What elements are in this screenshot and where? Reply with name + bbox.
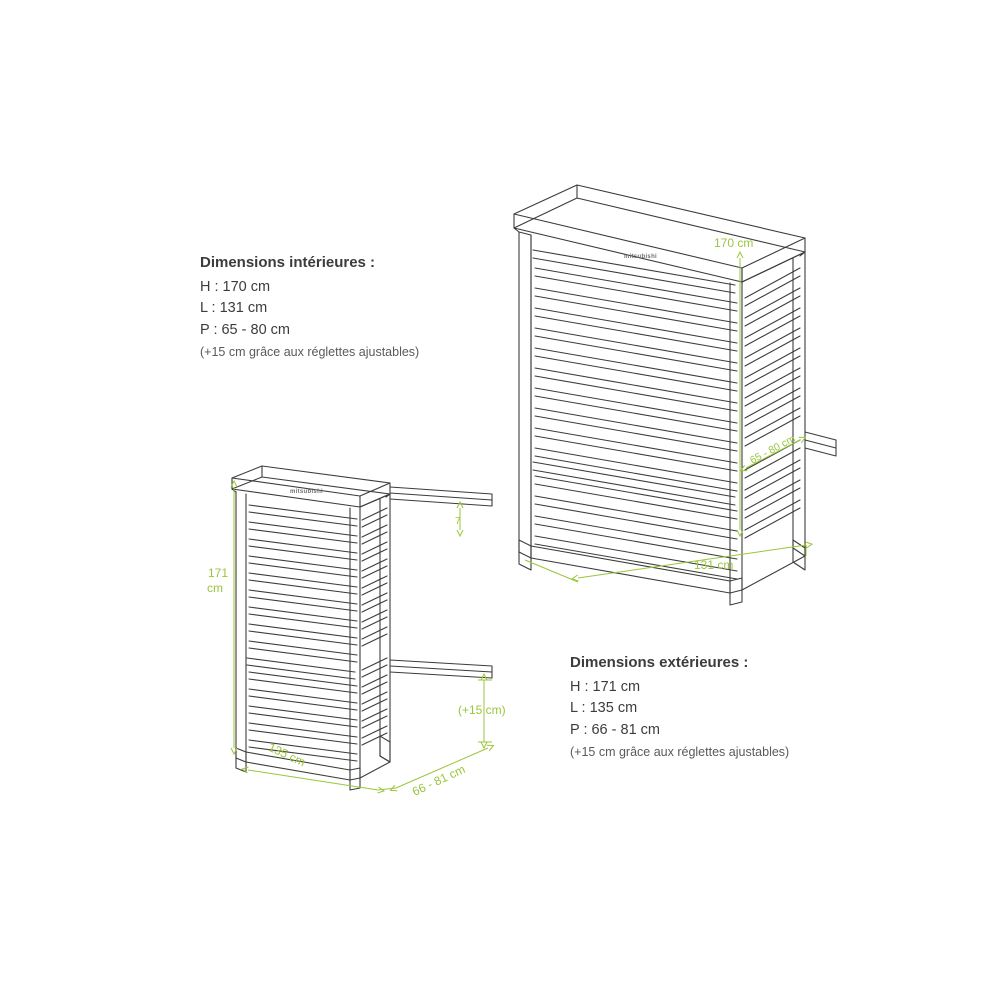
upper-unit-drawing: [514, 185, 836, 605]
upper-unit-dimensions: [525, 258, 806, 582]
spec-exterior-note: (+15 cm grâce aux réglettes ajustables): [570, 744, 790, 759]
dim-label-lower-width: 135 cm: [266, 740, 308, 770]
spec-interior-depth: P : 65 - 80 cm: [200, 322, 290, 338]
spec-block-interior: [200, 252, 419, 362]
dim-label-lower-height-2: cm: [207, 581, 223, 595]
spec-interior-title: Dimensions intérieures :: [200, 254, 376, 271]
spec-exterior-width: L : 135 cm: [570, 700, 638, 717]
dim-label-lower-extension: (+15 cm): [458, 703, 506, 717]
dim-label-lower-depth: 66 - 81 cm: [410, 762, 468, 799]
dim-label-upper-width: 131 cm: [694, 558, 734, 572]
spec-block-exterior: [570, 652, 789, 762]
dim-label-lower-extension-top: 7: [455, 515, 461, 527]
spec-exterior-title: Dimensions extérieures :: [570, 654, 749, 671]
spec-interior-height: H : 170 cm: [200, 278, 271, 295]
spec-exterior-height: H : 171 cm: [570, 678, 641, 695]
dim-label-upper-depth: 65 - 80 cm: [748, 432, 798, 467]
dim-label-lower-height-1: 171: [208, 566, 229, 580]
brand-logo-lower: mitsubishi: [290, 489, 324, 495]
spec-exterior-depth: P : 66 - 81 cm: [570, 722, 660, 738]
brand-logo-upper: mitsubishi: [624, 254, 658, 260]
spec-interior-note: (+15 cm grâce aux réglettes ajustables): [200, 344, 420, 359]
dim-label-upper-height: 170 cm: [714, 236, 754, 250]
spec-interior-width: L : 131 cm: [200, 300, 268, 317]
